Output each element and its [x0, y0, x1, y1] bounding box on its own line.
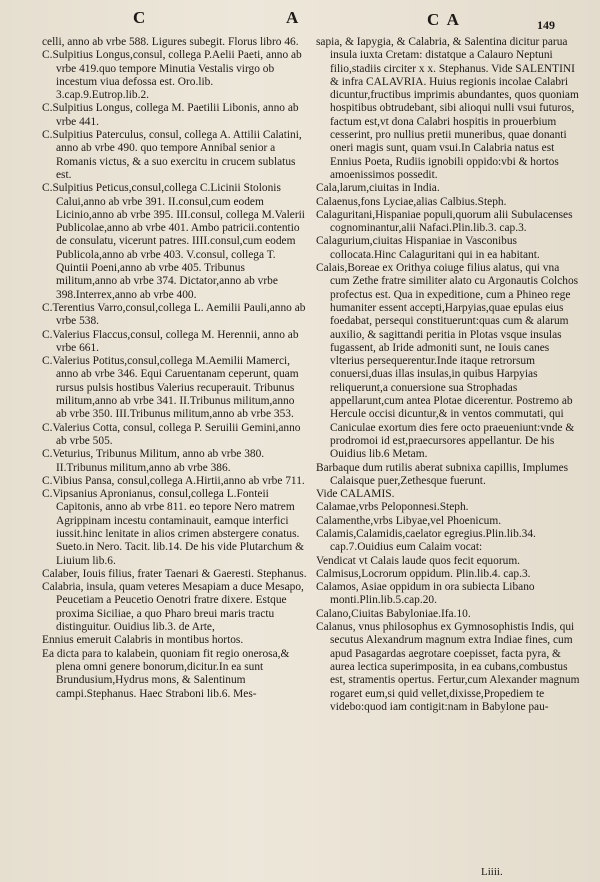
dictionary-entry: Vendicat vt Calais laude quos fecit equorum. [316, 554, 521, 567]
dictionary-entry: C.Sulpitius Longus, collega M. Paetilii Libonis, anno ab vrbe 441. [42, 102, 299, 128]
dictionary-entry: Calamos, Asiae oppidum in ora subiecta Libano monti.Plin.lib.5.cap.20. [316, 581, 535, 607]
dictionary-entry: Calaber, Iouis filius, frater Taenari & Gaeresti. Stephanus. [42, 567, 307, 580]
dictionary-entry: C.Valerius Cotta, consul, collega P. Seruilii Gemini,anno ab vrbe 505. [42, 421, 301, 447]
dictionary-entry: Calamis,Calamidis,caelator egregius.Plin.lib.34. cap.7.Ouidius eum Calaim vocat: [316, 527, 536, 554]
running-head-left-2: A [286, 8, 301, 27]
page-number: 149 [537, 18, 555, 32]
signature-mark: Liiii. [481, 866, 503, 878]
running-head-left: C [133, 8, 148, 27]
dictionary-entry: C.Terentius Varro,consul,collega L. Aemilii Pauli,anno ab vrbe 538. [42, 301, 306, 328]
dictionary-entry: sapia, & Iapygia, & Calabria, & Salentina dicitur parua insula iuxta Cretam: distatque a Calauro Neptuni filio,stadiis circiter x x. Stephanus. Vide SALENTINI & infra CALAVRIA. Huius regionis incolae Calabri dicuntur,fructibus imprimis abundantes, quos quoniam hospitibus obtrudebant, sibi alioqui nulli vsui futuros, factum est,vt dona Calabri hospitis in prouerbium cesserint, pro nullius pretii muneribus, quae donanti oneri magis sunt, quam vsui.In Calabria natus est Ennius Poeta, Rudiis ignobili oppido:vbi & hortos amoenissimos possedit. [316, 36, 579, 181]
dictionary-entry: Calmisus,Locrorum oppidum. Plin.lib.4. cap.3. [316, 567, 531, 580]
dictionary-entry: Calaenus,fons Lyciae,alias Calbius.Steph. [316, 195, 507, 208]
left-column [42, 36, 307, 701]
dictionary-entry: Calais,Boreae ex Orithya coiuge filius alatus, qui vna cum Zethe fratre similiter alato cu Argonautis Colchos profectus est. Qua in expeditione, cum a Phineo rege humaniter essent accepti,Harpyias,quae epulas eius foedabat, persequi constituerunt:quas cum & alarum auxilio, & sagittandi peritia in Plotas vsque insulas fugassent, ab Iride admoniti sunt, ne Iouis canes vlterius persequerentur.Inde itaque retrorsum conuersi,duas illas insulas,in quibus Harpyias reliquerunt,a conuersione sua Strophadas appellarunt,cum antea Plotae dicerentur. Postremo ab Hercule occisi dicuntur,& in ventos commutati, qui Caniculae exortum dies fere octo praeueniunt:vnde & prodromoi id est,praecursores appellantur. De his Ouidius lib.6 Metam. [316, 262, 579, 461]
dictionary-entry: Calanus, vnus philosophus ex Gymnosophistis Indis, qui secutus Alexandrum magnum extra Indiae fines, cum apud Pasagardas aegrotare coepisset, facta pyra, & aurea lectica superimposita, in ea cubans,combustus est, stramentis opertus. Fertur,cum Alexander magnum rogaret eum,si quid vellet,dixisse,Propediem te videbo:quod iam contigit:nam in Babylone pau- [316, 621, 580, 713]
dictionary-entry: Calano,Ciuitas Babyloniae.Ifa.10. [316, 607, 471, 620]
dictionary-entry: Calamenthe,vrbs Libyae,vel Phoenicum. [316, 514, 502, 527]
dictionary-entry: C.Sulpitius Peticus,consul,collega C.Licinii Stolonis Calui,anno ab vrbe 391. II.consul,cum eodem Licinio,anno ab vrbe 395. III.consul, collega M.Valerii Publicolae,anno ab vrbe 401. Ambo patricii.contentio de consulatu, vicerunt patres. IIII.consul,cum eodem Publicola,anno ab vrbe 403. V.consul, collega T. Quintii Poeni,anno ab vrbe 405. Tribunus militum,anno ab vrbe 374. Dictator,anno ab vrbe 398.Interrex,anno ab vrbe 400. [42, 182, 305, 301]
dictionary-entry: Ennius emeruit Calabris in montibus hortos. [42, 634, 244, 647]
dictionary-entry: Ea dicta para to kalabein, quoniam fit regio onerosa,& plena omni genere bonorum,dicitur.In ea sunt Brundusium,Hydrus mons, & Salentinum campi.Stephanus. Haec Straboni lib.6. Mes- [42, 647, 290, 700]
dictionary-entry: C.Vipsanius Apronianus, consul,collega L.Fonteii Capitonis, anno ab vrbe 811. eo tepore Nero matrem Agrippinam incestu contaminauit, eamque interfici iussit.hinc lenitate in alios crimen abstergere conatus. Sueto.in Nero. Tacit. lib.14. De his vide Plutarchum & Liuium lib.6. [42, 488, 304, 567]
dictionary-entry: celli, anno ab vrbe 588. Ligures subegit. Florus libro 46. [42, 36, 299, 48]
dictionary-entry: Vide CALAMIS. [316, 488, 395, 501]
dictionary-entry: C.Vibius Pansa, consul,collega A.Hirtii,anno ab vrbe 711. [42, 474, 305, 487]
dictionary-entry: Calamae,vrbs Peloponnesi.Steph. [316, 501, 469, 514]
dictionary-entry: C.Sulpitius Longus,consul, collega P.Aelii Paeti, anno ab vrbe 419.quo tempore Minutia Vestalis virgo ob incestum viua defossa est. Oro.lib. 3.cap.9.Eutrop.lib.2. [42, 49, 302, 102]
dictionary-entry: Calagurium,ciuitas Hispaniae in Vasconibus collocata.Hinc Calaguritani qui in ea habitant. [316, 235, 540, 261]
right-column [316, 36, 581, 714]
running-head-right: C A [427, 10, 461, 29]
dictionary-entry: Barbaque dum rutilis aberat subnixa capillis, Implumes Calaisque puer,Zethesque fuerunt. [316, 461, 569, 487]
dictionary-entry: C.Valerius Potitus,consul,collega M.Aemilii Mamerci, anno ab vrbe 346. Equi Caruentanam ceperunt, quam rursus pulsis hostibus Valerius recuperauit. Tribunus militum,anno ab vrbe 341. II.Tribunus militum,anno ab vrbe 350. III.Tribunus militum,anno ab vrbe 353. [42, 355, 299, 421]
dictionary-entry: Calaguritani,Hispaniae populi,quorum alii Subulacenses cognominantur,alii Nafaci.Plin.lib.3. cap.3. [316, 208, 573, 235]
dictionary-entry: C.Valerius Flaccus,consul, collega M. Herennii, anno ab vrbe 661. [42, 328, 299, 354]
dictionary-entry: Calabria, insula, quam veteres Mesapiam a duce Mesapo, Peucetiam a Peucetio Oenotri fratre dixere. Estque proxima Siciliae, a quo Pharo breui maris tractu distinguitur. Ouidius lib.3. de Arte, [42, 581, 304, 634]
dictionary-entry: Cala,larum,ciuitas in India. [316, 182, 440, 195]
dictionary-entry: C.Veturius, Tribunus Militum, anno ab vrbe 380. II.Tribunus militum,anno ab vrbe 386. [42, 448, 265, 474]
dictionary-entry: C.Sulpitius Paterculus, consul, collega A. Attilii Calatini, anno ab vrbe 490. quo tempore Annibal senior a Romanis victus, & a suo exercitu in crucem sublatus est. [42, 129, 302, 181]
